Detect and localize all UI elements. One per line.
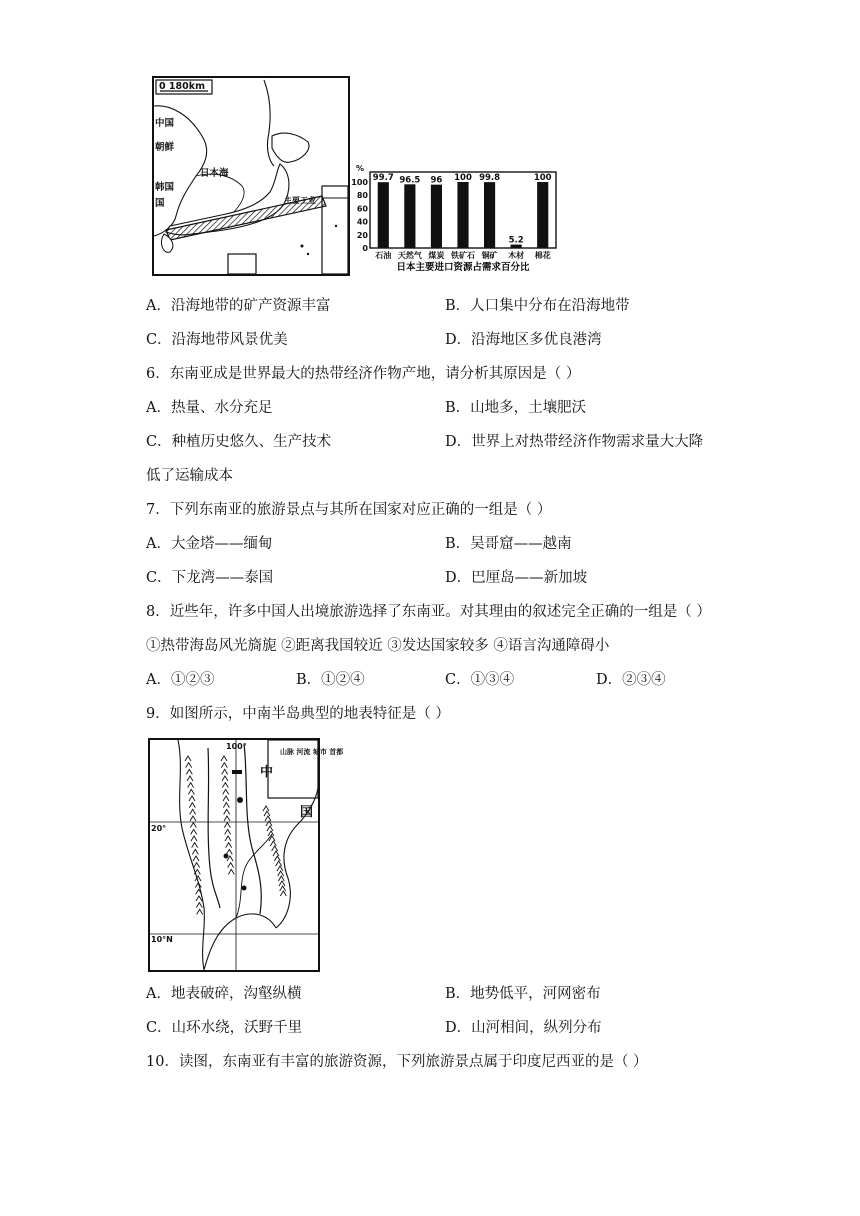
label-japan-sea: 日本海 (200, 168, 229, 179)
q7-stem: 7．下列东南亚的旅游景点与其所在国家对应正确的一组是（ ） (146, 502, 552, 518)
q8-items: ①热带海岛风光旖旎 ②距离我国较近 ③发达国家较多 ④语言沟通障碍小 (146, 638, 610, 654)
bar (457, 182, 468, 248)
q7-option-c[interactable]: C．下龙湾——泰国 (146, 570, 274, 586)
bar-value-label: 100 (533, 173, 552, 183)
q8-stem: 8．近些年，许多中国人出境旅游选择了东南亚。对其理由的叙述完全正确的一组是（ ） (146, 604, 711, 620)
y-tick-label: 100 (351, 178, 368, 187)
resource-bar-chart (351, 162, 560, 278)
q6-option-c[interactable]: C．种植历史悠久、生产技术 (146, 434, 332, 450)
label-guo: 国 (300, 805, 314, 820)
q8-option-a[interactable]: A．①②③ (146, 672, 215, 688)
y-tick-label: 80 (356, 191, 368, 201)
indochina-map-figure (148, 738, 344, 972)
label-zhong: 中 (260, 765, 274, 780)
bar-value-label: 5.2 (508, 235, 524, 246)
resource-chart-figure (351, 162, 560, 278)
bar-value-label: 100 (454, 173, 472, 183)
bar (537, 182, 548, 248)
bar (431, 185, 442, 248)
bar-value-label: 96 (430, 175, 443, 186)
q6-option-b[interactable]: B．山地多，土壤肥沃 (445, 400, 587, 416)
label-lon-100: 100° (226, 742, 247, 751)
q5-option-c[interactable]: C．沿海地带风景优美 (146, 332, 288, 348)
category-label: 天然气 (397, 251, 422, 260)
q7-option-a[interactable]: A．大金塔——缅甸 (146, 536, 273, 552)
category-label: 煤炭 (428, 251, 445, 260)
q6-option-d-continued: 低了运输成本 (146, 468, 233, 484)
q8-option-c[interactable]: C．①③④ (445, 672, 515, 688)
y-tick-label: 60 (356, 204, 368, 214)
category-label: 木材 (508, 251, 525, 260)
q10-stem: 10．读图，东南亚有丰富的旅游资源，下列旅游景点属于印度尼西亚的是（ ） (146, 1054, 648, 1070)
bar-value-label: 96.5 (399, 175, 421, 186)
q9-option-b[interactable]: B．地势低平，河网密布 (445, 986, 601, 1002)
label-industrial-zone: 主要工业 (284, 196, 316, 205)
label-country-guo: 国 (155, 198, 165, 209)
y-tick-label: 0 (362, 244, 368, 253)
q6-option-d[interactable]: D．世界上对热带经济作物需求量大大降 (445, 434, 704, 450)
city-marker (224, 854, 229, 859)
chart-title: 日本主要进口资源占需求百分比 (396, 262, 530, 273)
label-south-korea: 韩国 (155, 182, 175, 193)
y-tick-label: 40 (356, 217, 368, 227)
q9-option-d[interactable]: D．山河相间，纵列分布 (445, 1020, 602, 1036)
category-label: 棉花 (534, 251, 551, 260)
japan-map (152, 76, 350, 276)
q5-option-b[interactable]: B．人口集中分布在沿海地带 (445, 298, 630, 314)
city-marker (237, 797, 243, 803)
label-lat-20: 20° (151, 824, 167, 833)
q9-option-c[interactable]: C．山环水绕，沃野千里 (146, 1020, 303, 1036)
legend-text: 山脉 河流 城市 首都 (280, 748, 344, 756)
indochina-map (148, 738, 344, 972)
q5-option-d[interactable]: D．沿海地区多优良港湾 (445, 332, 602, 348)
y-axis-unit: % (356, 164, 365, 173)
q6-stem: 6．东南亚成是世界最大的热带经济作物产地，请分析其原因是（ ） (146, 366, 581, 382)
q8-option-d[interactable]: D．②③④ (596, 672, 666, 688)
bar (404, 184, 415, 248)
category-label: 铁矿石 (451, 251, 475, 260)
q6-option-a[interactable]: A．热量、水分充足 (146, 400, 273, 416)
q9-option-a[interactable]: A．地表破碎，沟壑纵横 (146, 986, 302, 1002)
q7-option-b[interactable]: B．吴哥窟——越南 (445, 536, 572, 552)
bar (378, 182, 389, 248)
legend-mark (232, 770, 242, 774)
scale-text: 0 180km (159, 81, 205, 92)
bar (484, 182, 495, 248)
japan-map-figure (152, 76, 350, 276)
label-china: 中国 (155, 118, 175, 129)
q9-stem: 9．如图所示，中南半岛典型的地表特征是（ ） (146, 706, 450, 722)
category-label: 铜矿 (481, 251, 498, 260)
y-tick-label: 20 (356, 230, 368, 240)
category-label: 石油 (375, 251, 392, 260)
q5-option-a[interactable]: A．沿海地带的矿产资源丰富 (146, 298, 331, 314)
label-lat-10: 10°N (151, 935, 173, 944)
label-north-korea: 朝鲜 (155, 142, 175, 153)
q8-option-b[interactable]: B．①②④ (296, 672, 365, 688)
city-marker (242, 886, 247, 891)
bar-value-label: 99.7 (372, 173, 394, 184)
q7-option-d[interactable]: D．巴厘岛——新加坡 (445, 570, 588, 586)
bar-value-label: 99.8 (479, 173, 501, 184)
